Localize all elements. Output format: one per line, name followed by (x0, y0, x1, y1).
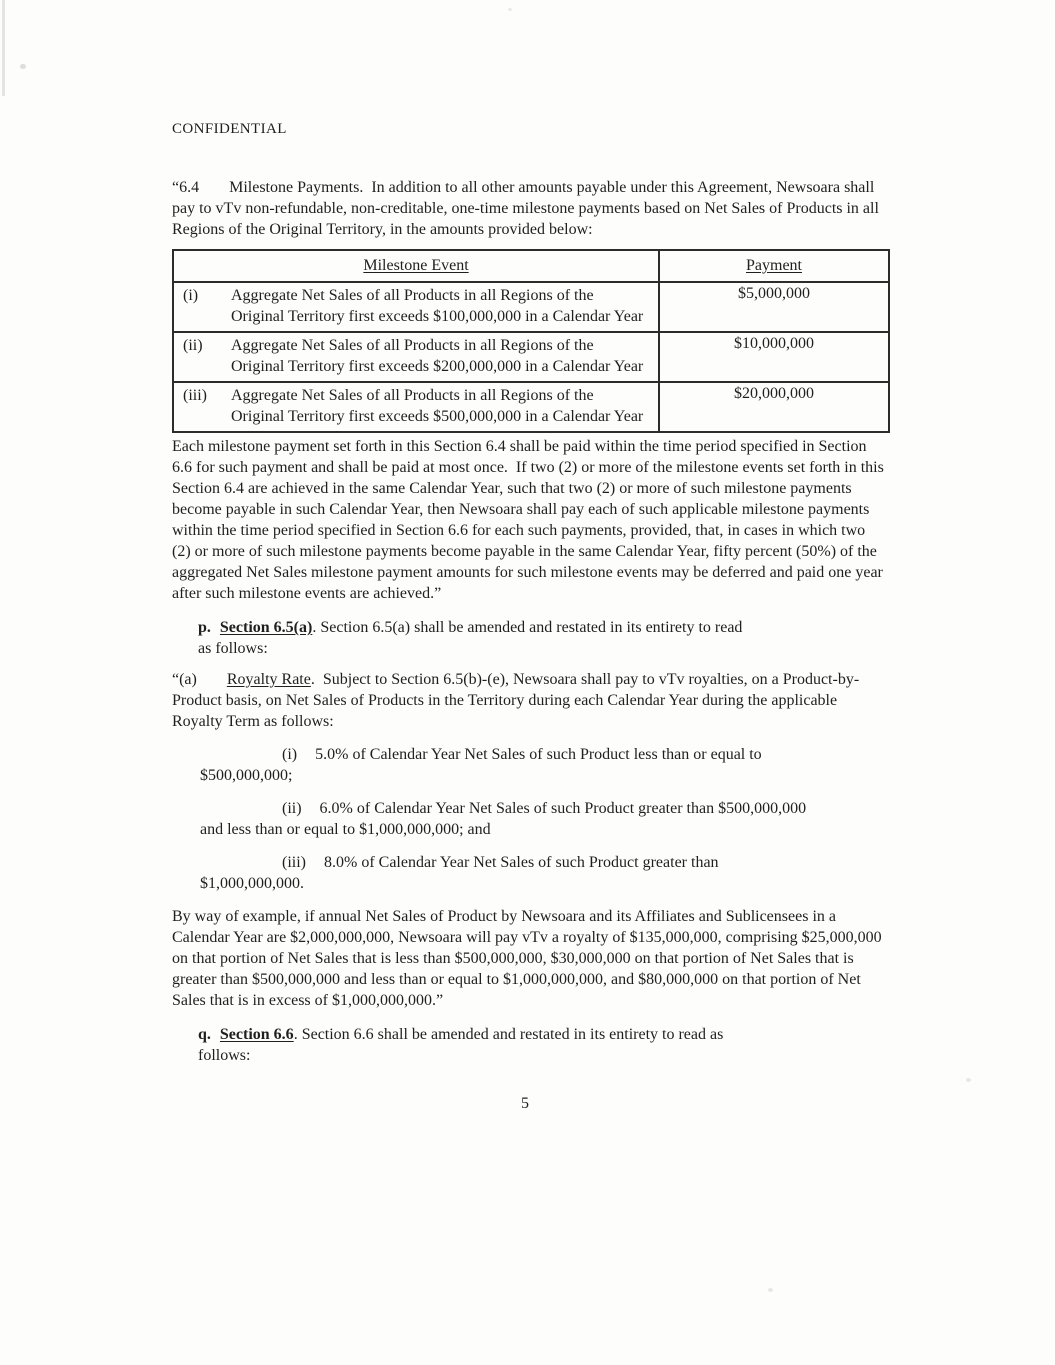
row-marker: (i) (183, 287, 199, 304)
clause-prefix: “(a) (172, 671, 197, 688)
scan-speck (966, 1078, 971, 1082)
row-marker: (iii) (183, 387, 207, 404)
row-event-text: Aggregate Net Sales of all Products in all Regions of the Original Territory first exceeds $200,000,000 in a Calendar Year (231, 337, 644, 375)
amendment-continuation: as follows: (198, 640, 268, 657)
row-event-text: Aggregate Net Sales of all Products in all Regions of the Original Territory first exceeds $100,000,000 in a Calendar Year (231, 287, 644, 325)
milestone-terms-paragraph: Each milestone payment set forth in this Section 6.4 shall be paid within the time period specified in Section 6.6 for such payment and shall be paid at most once. If two (2) or more of the milestone events set forth in this Section 6.4 are achieved in the same Calendar Year, such that two (2) or more of such milestone payments become payable in such Calendar Year, then Newsoara shall pay each of such applicable milestone payments within the time period specified in Section 6.6 for each such payments, provided, that, in cases in which two (2) or more of such milestone payments become payable in the same Calendar Year, fifty percent (50%) of the aggregated Net Sales milestone payment amounts for such milestone events may be deferred and paid one year after such milestone events are achieved.” (172, 438, 888, 602)
clause-title: Royalty Rate (226, 671, 311, 688)
page-number: 5 (521, 1095, 529, 1112)
royalty-tier (200, 798, 886, 840)
table-header-row (173, 250, 889, 282)
tier-marker: (ii) (282, 800, 302, 817)
section-6-4-paragraph (172, 177, 886, 240)
amendment-item-q: q. Section 6.6. Section 6.6 shall be amended and restated in its entirety to read as follows: (198, 1026, 724, 1064)
royalty-tier (200, 852, 886, 894)
amendment-continuation: follows: (198, 1047, 251, 1064)
section-title: Section 6.5(a) (219, 619, 313, 636)
table-header-milestone-event: Milestone Event (173, 250, 659, 282)
row-event-text: Aggregate Net Sales of all Products in all Regions of the Original Territory first exceeds $500,000,000 in a Calendar Year (231, 387, 644, 425)
document-content (172, 120, 886, 1114)
row-payment: $10,000,000 (659, 332, 889, 382)
tier-text-continuation: and less than or equal to $1,000,000,000; and (200, 821, 491, 838)
tier-text: 5.0% of Calendar Year Net Sales of such Product less than or equal to (315, 746, 762, 763)
section-title: Section 6.6 (219, 1026, 294, 1043)
tier-marker: (i) (282, 746, 298, 763)
royalty-rate-paragraph: “(a) Royalty Rate. Subject to Section 6.5(b)-(e), Newsoara shall pay to vTv royalties, on a Product-by-Product basis, on Net Sales of Products in the Territory during each Calendar Year during the applicable Royalty Term as follows: (172, 671, 860, 730)
row-payment: $5,000,000 (659, 282, 889, 332)
scan-speck (20, 64, 26, 69)
tier-text-continuation: $1,000,000,000. (200, 875, 304, 892)
tier-text: 8.0% of Calendar Year Net Sales of such Product greater than (324, 854, 719, 871)
tier-text-continuation: $500,000,000; (200, 767, 293, 784)
scan-speck (508, 8, 512, 11)
amendment-item-p: p. Section 6.5(a). Section 6.5(a) shall be amended and restated in its entirety to read as follows: (198, 619, 743, 657)
royalty-example-paragraph: By way of example, if annual Net Sales of Product by Newsoara and its Affiliates and Sublicensees in a Calendar Year are $2,000,000,000, Newsoara will pay vTv a royalty of $135,000,000, comprising $25,000,000 on that portion of Net Sales that is less than $500,000,000, $30,000,000 on that portion of Net Sales that is greater than $500,000,000 and less than or equal to $1,000,000,000, and $80,000,000 on that portion of Net Sales that is in excess of $1,000,000,000.” (172, 908, 886, 1009)
section-number: “6.4 (172, 179, 200, 196)
scan-edge-artifact (2, 0, 5, 96)
royalty-tier (200, 744, 886, 786)
table-row (173, 382, 889, 432)
row-payment: $20,000,000 (659, 382, 889, 432)
tier-text: 6.0% of Calendar Year Net Sales of such Product greater than $500,000,000 (319, 800, 807, 817)
confidential-header: CONFIDENTIAL (172, 121, 287, 137)
item-marker: q. (198, 1026, 211, 1043)
row-marker: (ii) (183, 337, 203, 354)
table-row (173, 332, 889, 382)
table-row (173, 282, 889, 332)
scan-speck (768, 1288, 773, 1292)
item-marker: p. (198, 619, 211, 636)
section-6-4-text: Milestone Payments. In addition to all other amounts payable under this Agreement, Newsoara shall pay to vTv non-refundable, non-creditable, one-time milestone payments based on Net Sales of Products in all Regions of the Original Territory, in the amounts provided below: (172, 179, 883, 238)
tier-marker: (iii) (282, 854, 306, 871)
table-header-payment: Payment (659, 250, 889, 282)
milestone-payments-table (172, 249, 890, 433)
